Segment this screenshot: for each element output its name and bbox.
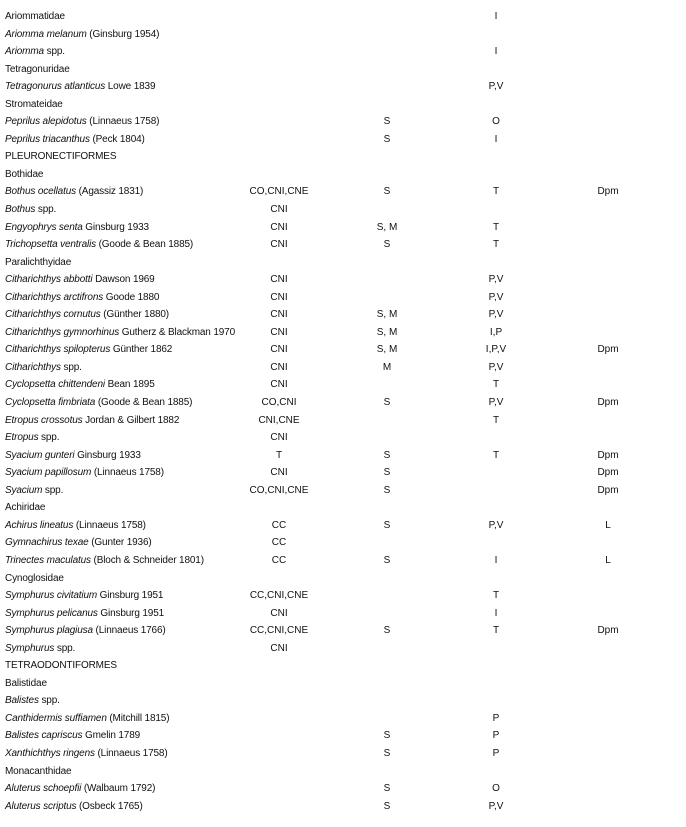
cell-col-a: CC,CNI,CNE — [249, 625, 309, 637]
authority: Ginsburg 1951 — [97, 590, 164, 602]
authority: Lowe 1839 — [105, 81, 156, 93]
cell-col-c: I — [494, 607, 498, 619]
cell-col-c: P,V — [488, 800, 504, 812]
scientific-name: Etropus crossotus — [5, 414, 83, 426]
taxon-header-row — [0, 166, 686, 184]
cell-col-c: I — [494, 11, 498, 22]
scientific-name: Trinectes maculatus — [5, 554, 91, 566]
cell-col-d: Dpm — [597, 186, 619, 198]
cell-col-c: O — [492, 116, 500, 128]
taxon-name: Tetragonuridae — [5, 63, 70, 75]
species-row — [0, 587, 686, 605]
scientific-name: Symphurus — [5, 642, 55, 654]
species-row — [0, 622, 686, 640]
cell-col-a: CNI — [270, 379, 288, 391]
authority: (Walbaum 1792) — [81, 783, 156, 795]
cell-col-a: CC — [271, 554, 287, 566]
species-row — [0, 376, 686, 394]
taxon-name: Paralichthyidae — [5, 256, 72, 268]
cell-col-c: P,V — [488, 291, 504, 303]
species-row — [0, 201, 686, 219]
cell-col-a: CC,CNI,CNE — [249, 590, 309, 602]
cell-col-a: CNI — [270, 361, 288, 373]
species-row — [0, 219, 686, 237]
taxon-name: PLEURONECTIFORMES — [5, 151, 117, 163]
cell-col-c: P,V — [488, 81, 504, 93]
scientific-name: Gymnachirus texae — [5, 537, 89, 549]
authority: Dawson 1969 — [92, 274, 155, 286]
species-name — [5, 412, 179, 430]
species-name — [5, 324, 235, 342]
species-name — [5, 271, 155, 289]
taxon-name: Ariommatidae — [5, 11, 65, 22]
cell-col-d: L — [605, 554, 611, 566]
scientific-name: Engyophrys senta — [5, 221, 83, 233]
cell-col-b: S — [383, 186, 391, 198]
cell-col-b: S — [383, 519, 391, 531]
cell-col-c: T — [492, 239, 500, 251]
cell-col-a: CNI — [270, 607, 288, 619]
species-row — [0, 236, 686, 254]
cell-col-c: P,V — [488, 274, 504, 286]
authority: spp. — [38, 432, 60, 444]
cell-col-c: T — [492, 414, 500, 426]
species-name — [5, 534, 152, 552]
species-row — [0, 710, 686, 728]
taxon-header-row — [0, 763, 686, 781]
authority: (Linnaeus 1766) — [92, 625, 166, 637]
species-name — [5, 376, 155, 394]
authority: (Goode & Bean 1885) — [95, 397, 193, 409]
cell-col-b: S — [383, 783, 391, 795]
scientific-name: Aluterus schoepfii — [5, 783, 82, 795]
cell-col-c: I — [494, 46, 498, 58]
authority: spp. — [42, 484, 64, 496]
cell-col-d: Dpm — [597, 449, 619, 461]
cell-col-a: CC — [271, 519, 287, 531]
cell-col-b: S, M — [376, 221, 398, 233]
species-row — [0, 271, 686, 289]
species-row — [0, 183, 686, 201]
authority: Ginsburg 1933 — [82, 221, 149, 233]
authority: Günther 1862 — [110, 344, 173, 356]
species-name — [5, 692, 60, 710]
cell-col-d: Dpm — [597, 484, 619, 496]
species-name — [5, 78, 155, 96]
species-row — [0, 131, 686, 149]
species-name — [5, 798, 143, 816]
cell-col-a: CO,CNI,CNE — [249, 186, 309, 198]
taxon-header-row — [0, 570, 686, 588]
scientific-name: Peprilus alepidotus — [5, 116, 87, 128]
cell-col-a: CO,CNI,CNE — [249, 484, 309, 496]
authority: (Günther 1880) — [100, 309, 169, 321]
scientific-name: Balistes — [5, 695, 39, 707]
taxon-name: Monacanthidae — [5, 765, 72, 777]
species-row — [0, 113, 686, 131]
taxon-header-row — [0, 8, 686, 26]
cell-col-b: S, M — [376, 344, 398, 356]
cell-col-c: P,V — [488, 361, 504, 373]
cell-col-c: P,V — [488, 519, 504, 531]
cell-col-a: CNI — [270, 291, 288, 303]
authority: (Agassiz 1831) — [75, 186, 144, 198]
cell-col-c: P,V — [488, 397, 504, 409]
species-name — [5, 464, 164, 482]
scientific-name: Symphurus pelicanus — [5, 607, 98, 619]
scientific-name: Aluterus scriptus — [5, 800, 77, 812]
cell-col-b: S — [383, 116, 391, 128]
species-row — [0, 341, 686, 359]
cell-col-c: T — [492, 625, 500, 637]
cell-col-a: CNI — [270, 239, 288, 251]
species-name — [5, 640, 75, 658]
species-name — [5, 429, 59, 447]
authority: Jordan & Gilbert 1882 — [82, 414, 180, 426]
scientific-name: Symphurus plagiusa — [5, 625, 93, 637]
cell-col-d: Dpm — [597, 397, 619, 409]
species-name — [5, 43, 65, 61]
species-row — [0, 552, 686, 570]
cell-col-b: S — [383, 467, 391, 479]
authority: Bean 1895 — [104, 379, 155, 391]
species-row — [0, 359, 686, 377]
cell-col-c: I,P — [489, 326, 503, 338]
species-row — [0, 727, 686, 745]
scientific-name: Citharichthys abbotti — [5, 274, 93, 286]
scientific-name: Achirus lineatus — [5, 519, 74, 531]
species-row — [0, 43, 686, 61]
scientific-name: Bothus — [5, 204, 36, 216]
species-row — [0, 745, 686, 763]
species-row — [0, 780, 686, 798]
taxon-header-row — [0, 499, 686, 517]
cell-col-c: I — [494, 554, 498, 566]
cell-col-b: M — [382, 361, 392, 373]
species-name — [5, 183, 143, 201]
cell-col-d: Dpm — [597, 625, 619, 637]
species-row — [0, 517, 686, 535]
cell-col-b: S — [383, 484, 391, 496]
authority: Goode 1880 — [103, 291, 160, 303]
scientific-name: Ariomma melanum — [5, 28, 87, 40]
authority: (Peck 1804) — [89, 133, 145, 145]
cell-col-a: CNI — [270, 326, 288, 338]
cell-col-a: CNI,CNE — [258, 414, 300, 426]
species-name — [5, 605, 164, 623]
species-table — [0, 8, 686, 815]
authority: (Ginsburg 1954) — [86, 28, 160, 40]
species-name — [5, 622, 166, 640]
authority: (Linnaeus 1758) — [91, 467, 164, 479]
cell-col-c: P — [492, 730, 500, 742]
species-name — [5, 394, 192, 412]
species-name — [5, 306, 169, 324]
authority: (Goode & Bean 1885) — [96, 239, 194, 251]
authority: spp. — [43, 46, 65, 58]
cell-col-b: S — [383, 397, 391, 409]
species-name — [5, 780, 155, 798]
scientific-name: Symphurus civitatium — [5, 590, 98, 602]
species-name — [5, 710, 169, 728]
cell-col-d: Dpm — [597, 344, 619, 356]
species-name — [5, 552, 204, 570]
species-row — [0, 692, 686, 710]
cell-col-b: S — [383, 747, 391, 759]
scientific-name: Balistes capriscus — [5, 730, 83, 742]
species-row — [0, 798, 686, 816]
scientific-name: Cyclopsetta chittendeni — [5, 379, 105, 391]
taxon-header-row — [0, 148, 686, 166]
cell-col-a: CNI — [270, 467, 288, 479]
cell-col-c: T — [492, 221, 500, 233]
cell-col-a: CNI — [270, 274, 288, 286]
species-row — [0, 78, 686, 96]
authority: spp. — [60, 361, 82, 373]
scientific-name: Tetragonurus atlanticus — [5, 81, 106, 93]
cell-col-b: S — [383, 239, 391, 251]
cell-col-c: I — [494, 133, 498, 145]
authority: (Linnaeus 1758) — [73, 519, 146, 531]
scientific-name: Peprilus triacanthus — [5, 133, 90, 145]
cell-col-c: P,V — [488, 309, 504, 321]
cell-col-a: CNI — [270, 309, 288, 321]
taxon-name: TETRAODONTIFORMES — [5, 660, 117, 672]
authority: (Mitchill 1815) — [106, 712, 170, 724]
cell-col-a: CO,CNI — [261, 397, 297, 409]
cell-col-a: CNI — [270, 344, 288, 356]
species-row — [0, 306, 686, 324]
species-name — [5, 587, 163, 605]
cell-col-b: S — [383, 800, 391, 812]
taxon-header-row — [0, 254, 686, 272]
species-row — [0, 482, 686, 500]
authority: (Osbeck 1765) — [76, 800, 143, 812]
species-name — [5, 447, 141, 465]
species-row — [0, 324, 686, 342]
species-row — [0, 394, 686, 412]
taxon-header-row — [0, 61, 686, 79]
cell-col-c: O — [492, 783, 500, 795]
species-row — [0, 464, 686, 482]
taxon-header-row — [0, 657, 686, 675]
cell-col-b: S, M — [376, 326, 398, 338]
authority: Ginsburg 1951 — [97, 607, 165, 619]
taxon-name: Bothidae — [5, 168, 44, 180]
species-name — [5, 745, 168, 763]
species-row — [0, 26, 686, 44]
scientific-name: Citharichthys cornutus — [5, 309, 101, 321]
cell-col-a: CNI — [270, 432, 288, 444]
cell-col-d: L — [605, 519, 611, 531]
taxon-header-row — [0, 96, 686, 114]
authority: (Gunter 1936) — [88, 537, 152, 549]
authority: spp. — [38, 695, 60, 707]
cell-col-c: T — [492, 379, 500, 391]
cell-col-b: S — [383, 625, 391, 637]
authority: Ginsburg 1933 — [74, 449, 141, 461]
cell-col-c: T — [492, 449, 500, 461]
species-name — [5, 341, 172, 359]
species-name — [5, 359, 82, 377]
scientific-name: Etropus — [5, 432, 39, 444]
taxon-name: Stromateidae — [5, 98, 63, 110]
species-row — [0, 447, 686, 465]
cell-col-a: CNI — [270, 221, 288, 233]
authority: Gmelin 1789 — [82, 730, 141, 742]
scientific-name: Canthidermis suffiamen — [5, 712, 107, 724]
cell-col-c: P — [492, 712, 500, 724]
species-row — [0, 605, 686, 623]
cell-col-a: T — [275, 449, 283, 461]
cell-col-c: T — [492, 186, 500, 198]
scientific-name: Bothus ocellatus — [5, 186, 76, 198]
species-name — [5, 482, 63, 500]
scientific-name: Xanthichthys ringens — [5, 747, 95, 759]
cell-col-c: P — [492, 747, 500, 759]
cell-col-b: S — [383, 554, 391, 566]
scientific-name: Syacium gunteri — [5, 449, 75, 461]
cell-col-a: CC — [271, 537, 287, 549]
scientific-name: Cyclopsetta fimbriata — [5, 397, 96, 409]
cell-col-b: S — [383, 730, 391, 742]
scientific-name: Citharichthys — [5, 361, 61, 373]
authority: Gutherz & Blackman 1970 — [119, 326, 235, 338]
scientific-name: Syacium — [5, 484, 43, 496]
species-name — [5, 219, 149, 237]
scientific-name: Citharichthys gymnorhinus — [5, 326, 120, 338]
authority: (Linnaeus 1758) — [94, 747, 168, 759]
cell-col-c: T — [492, 590, 500, 602]
taxon-name: Balistidae — [5, 677, 47, 689]
scientific-name: Trichopsetta ventralis — [5, 239, 96, 251]
species-row — [0, 640, 686, 658]
species-row — [0, 429, 686, 447]
cell-col-a: CNI — [270, 204, 288, 216]
authority: spp. — [54, 642, 76, 654]
authority: (Linnaeus 1758) — [86, 116, 160, 128]
taxon-name: Cynoglosidae — [5, 572, 64, 584]
authority: spp. — [35, 204, 57, 216]
species-name — [5, 727, 140, 745]
species-name — [5, 201, 56, 219]
species-name — [5, 236, 193, 254]
cell-col-b: S — [383, 449, 391, 461]
taxon-name: Achiridae — [5, 502, 46, 514]
species-row — [0, 289, 686, 307]
cell-col-b: S — [383, 133, 391, 145]
taxon-header-row — [0, 675, 686, 693]
scientific-name: Ariomma — [5, 46, 44, 58]
scientific-name: Citharichthys arctifrons — [5, 291, 104, 303]
species-name — [5, 26, 159, 44]
cell-col-b: S, M — [376, 309, 398, 321]
species-name — [5, 289, 159, 307]
scientific-name: Citharichthys spilopterus — [5, 344, 111, 356]
species-name — [5, 131, 145, 149]
cell-col-a: CNI — [270, 642, 288, 654]
scientific-name: Syacium papillosum — [5, 467, 92, 479]
species-name — [5, 113, 159, 131]
species-row — [0, 412, 686, 430]
authority: (Bloch & Schneider 1801) — [90, 554, 204, 566]
cell-col-c: I,P,V — [485, 344, 507, 356]
species-name — [5, 517, 146, 535]
cell-col-d: Dpm — [597, 467, 619, 479]
species-row — [0, 534, 686, 552]
